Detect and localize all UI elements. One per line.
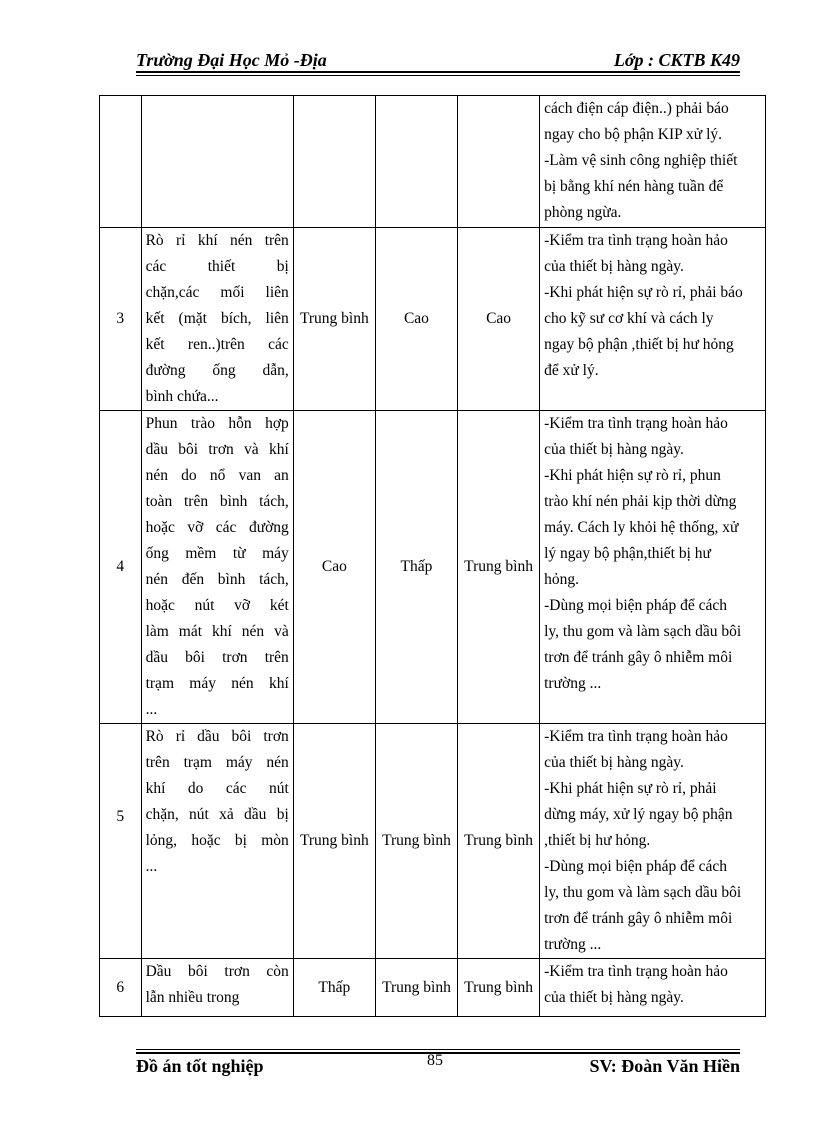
header-divider-thin bbox=[136, 75, 740, 76]
control-line: trào khí nén phải kịp thời dừng bbox=[544, 493, 737, 510]
hazard-line: dầu bôi trơn trên bbox=[145, 649, 289, 666]
control-line: -Làm vệ sinh công nghiệp thiết bbox=[544, 152, 738, 169]
likelihood-cell: Cao bbox=[293, 411, 375, 724]
control-line: của thiết bị hàng ngày. bbox=[544, 989, 684, 1006]
control-line: của thiết bị hàng ngày. bbox=[544, 258, 684, 275]
footer-divider-thin bbox=[136, 1049, 740, 1050]
severity-cell: Trung bình bbox=[375, 959, 457, 1017]
hazard-line: lẫn nhiều trong bbox=[145, 989, 240, 1006]
control-line: cho kỹ sư cơ khí và cách ly bbox=[544, 310, 714, 327]
hazard-line: ... bbox=[145, 858, 158, 875]
control-line: ,thiết bị hư hỏng. bbox=[544, 832, 651, 849]
table-row bbox=[100, 724, 766, 959]
row-number-cell: 6 bbox=[100, 959, 142, 1017]
hazard-line: trạm máy nén khí bbox=[145, 675, 289, 692]
table-row bbox=[100, 96, 766, 228]
control-line: -Kiểm tra tình trạng hoàn hảo bbox=[544, 232, 728, 249]
control-line: máy. Cách ly khỏi hệ thống, xử bbox=[544, 519, 739, 536]
footer-student: SV: Đoàn Văn Hiền bbox=[589, 1056, 740, 1076]
control-line: trơn để tránh gây ô nhiễm môi bbox=[544, 910, 733, 927]
row-number-cell: 5 bbox=[100, 724, 142, 959]
control-line: ly, thu gom và làm sạch dầu bôi bbox=[544, 623, 742, 640]
hazard-line: lỏng, hoặc bị mòn bbox=[145, 832, 289, 849]
likelihood-cell: Thấp bbox=[293, 959, 375, 1017]
hazard-line: kết ren..)trên các bbox=[145, 336, 289, 353]
hazard-line: bình chứa... bbox=[145, 388, 219, 405]
control-line: trường ... bbox=[544, 936, 602, 953]
control-line: hỏng. bbox=[544, 571, 579, 588]
hazard-cell bbox=[141, 959, 293, 1017]
control-measures-cell bbox=[540, 96, 766, 228]
control-measures-cell bbox=[540, 411, 766, 724]
table-row bbox=[100, 959, 766, 1017]
risk-level-cell bbox=[458, 96, 540, 228]
risk-level-cell: Trung bình bbox=[458, 959, 540, 1017]
control-line: -Dùng mọi biện pháp để cách bbox=[544, 858, 728, 875]
control-line: để xử lý. bbox=[544, 362, 599, 379]
table-row bbox=[100, 411, 766, 724]
hazard-line: các thiết bị bbox=[145, 258, 289, 275]
hazard-line: hoặc nút vỡ két bbox=[145, 597, 289, 614]
hazard-line: chặn,các mối liên bbox=[145, 284, 289, 301]
control-line: -Kiểm tra tình trạng hoàn hảo bbox=[544, 963, 728, 980]
control-measures-cell bbox=[540, 959, 766, 1017]
control-line: -Khi phát hiện sự rò rỉ, phun bbox=[544, 467, 721, 484]
hazard-line: ... bbox=[145, 701, 158, 718]
likelihood-cell: Trung bình bbox=[293, 228, 375, 411]
likelihood-cell: Trung bình bbox=[293, 724, 375, 959]
control-line: trường ... bbox=[544, 675, 602, 692]
hazard-line: Rò rỉ dầu bôi trơn bbox=[145, 728, 289, 745]
header-school: Trường Đại Học Mỏ -Địa bbox=[136, 50, 327, 70]
control-line: lý ngay bộ phận,thiết bị hư bbox=[544, 545, 711, 562]
hazard-line: Dầu bôi trơn còn bbox=[145, 963, 289, 980]
risk-table bbox=[99, 95, 766, 1017]
control-line: của thiết bị hàng ngày. bbox=[544, 441, 684, 458]
control-line: -Kiểm tra tình trạng hoàn hảo bbox=[544, 728, 728, 745]
control-line: của thiết bị hàng ngày. bbox=[544, 754, 684, 771]
hazard-cell bbox=[141, 411, 293, 724]
header-divider bbox=[136, 71, 740, 73]
control-line: phòng ngừa. bbox=[544, 204, 622, 221]
control-measures-cell bbox=[540, 724, 766, 959]
hazard-line: chặn, nút xả dầu bị bbox=[145, 806, 289, 823]
control-line: ly, thu gom và làm sạch dầu bôi bbox=[544, 884, 742, 901]
hazard-line: hoặc vỡ các đường bbox=[145, 519, 289, 536]
control-line: ngay bộ phận ,thiết bị hư hỏng bbox=[544, 336, 734, 353]
control-line: -Khi phát hiện sự rò rỉ, phải bbox=[544, 780, 717, 797]
hazard-line: kết (mặt bích, liên bbox=[145, 310, 289, 327]
page-number: 85 bbox=[427, 1052, 443, 1069]
hazard-cell bbox=[141, 228, 293, 411]
control-line: trơn để tránh gây ô nhiễm môi bbox=[544, 649, 733, 666]
hazard-line: Phun trào hỗn hợp bbox=[145, 415, 289, 432]
control-line: cách điện cáp điện..) phải báo bbox=[544, 100, 729, 117]
row-number-cell bbox=[100, 96, 142, 228]
risk-level-cell: Cao bbox=[458, 228, 540, 411]
hazard-line: khí do các nút bbox=[145, 780, 289, 797]
risk-level-cell: Trung bình bbox=[458, 411, 540, 724]
hazard-line: nén do nổ van an bbox=[145, 467, 289, 484]
hazard-cell bbox=[141, 96, 293, 228]
control-line: bị bằng khí nén hàng tuần để bbox=[544, 178, 724, 195]
footer-document-type: Đồ án tốt nghiệp bbox=[136, 1056, 264, 1076]
control-line: -Kiểm tra tình trạng hoàn hảo bbox=[544, 415, 728, 432]
hazard-line: dầu bôi trơn và khí bbox=[145, 441, 289, 458]
row-number-cell: 4 bbox=[100, 411, 142, 724]
hazard-line: ống mềm từ máy bbox=[145, 545, 289, 562]
hazard-line: làm mát khí nén và bbox=[145, 623, 289, 640]
header-class: Lớp : CKTB K49 bbox=[613, 50, 740, 70]
hazard-line: toàn trên bình tách, bbox=[145, 493, 289, 510]
control-line: ngay cho bộ phận KIP xử lý. bbox=[544, 126, 722, 143]
likelihood-cell bbox=[293, 96, 375, 228]
control-line: -Dùng mọi biện pháp để cách bbox=[544, 597, 728, 614]
control-measures-cell bbox=[540, 228, 766, 411]
control-line: dừng máy, xử lý ngay bộ phận bbox=[544, 806, 733, 823]
hazard-line: nén đến bình tách, bbox=[145, 571, 289, 588]
table-row bbox=[100, 228, 766, 411]
control-line: -Khi phát hiện sự rò rỉ, phải báo bbox=[544, 284, 743, 301]
severity-cell bbox=[375, 96, 457, 228]
hazard-line: trên trạm máy nén bbox=[145, 754, 289, 771]
risk-level-cell: Trung bình bbox=[458, 724, 540, 959]
row-number-cell: 3 bbox=[100, 228, 142, 411]
hazard-line: Rò rỉ khí nén trên bbox=[145, 232, 289, 249]
severity-cell: Trung bình bbox=[375, 724, 457, 959]
hazard-cell bbox=[141, 724, 293, 959]
severity-cell: Cao bbox=[375, 228, 457, 411]
severity-cell: Thấp bbox=[375, 411, 457, 724]
hazard-line: đường ống dẫn, bbox=[145, 362, 289, 379]
